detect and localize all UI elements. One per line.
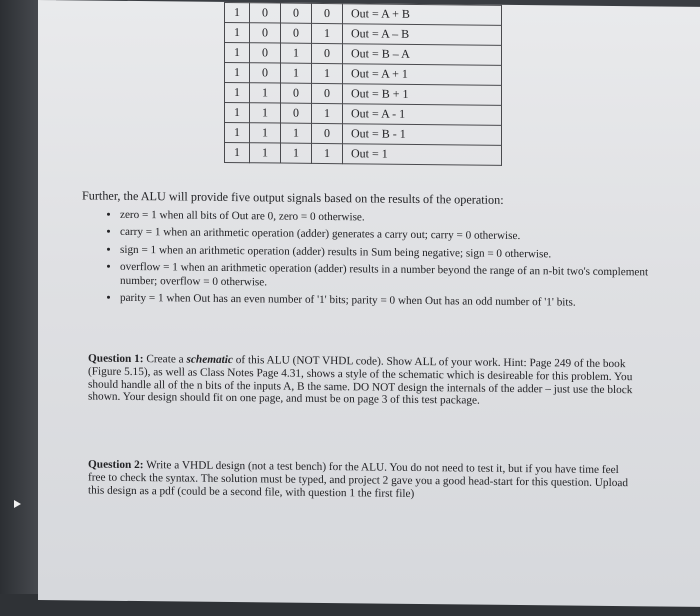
table-cell: 0 (312, 3, 343, 23)
document-page (38, 0, 700, 607)
table-cell: 0 (312, 43, 343, 63)
table-cell: 1 (312, 63, 343, 83)
table-cell: 1 (225, 22, 250, 42)
operation-cell: Out = B - 1 (343, 124, 502, 146)
table-cell: 0 (250, 43, 281, 63)
table-cell: 1 (312, 23, 343, 43)
table-row (225, 142, 502, 165)
list-item-carry: • carry = 1 when an arithmetic operation (adder) generates a carry out; carry = 0 otherwise. (120, 226, 675, 245)
question-2 (88, 459, 633, 503)
table-cell: 1 (225, 2, 250, 22)
table-cell: 1 (225, 42, 250, 62)
question-1-text: of this ALU (NOT VHDL code). Show ALL of your work. Hint: Page 249 of the book (Figure 5.15), as well as Class Notes Page 4.31, shows a style of the schematic which is desireable for this problem. You should handle all of the n bits of the inputs A, B the same. DO NOT design the internals of the adder – just use the block shown. Your design should fit on one page, and must be on page 3 of this test package. (88, 354, 633, 408)
question-2-label: Question 2: (88, 458, 144, 472)
operation-cell: Out = A – B (343, 24, 502, 46)
table-cell: 1 (281, 123, 312, 143)
question-1-text-pre: Create a (143, 353, 187, 366)
table-cell: 1 (225, 82, 250, 102)
table-cell: 0 (281, 103, 312, 123)
table-cell: 1 (225, 142, 250, 162)
table-cell: 0 (250, 63, 281, 83)
list-item-parity: • parity = 1 when Out has an even number of '1' bits; parity = 0 when Out has an odd number of '1' bits. (120, 292, 675, 311)
table-cell: 0 (281, 3, 312, 23)
table-cell: 1 (225, 122, 250, 142)
table-cell: 1 (281, 63, 312, 83)
question-1-emphasis: schematic (186, 353, 233, 367)
question-2-text: Write a VHDL design (not a test bench) for the ALU. You do not need to test it, but if you have time feel free to check the syntax. The solution must be typed, and project 2 gave you a good head-start for this question. Upload this design as a pdf (could be a second file, with question 1 the first file) (88, 459, 629, 500)
table-cell: 0 (312, 123, 343, 143)
operation-cell: Out = A - 1 (343, 104, 502, 126)
question-1-label: Question 1: (88, 352, 144, 366)
table-cell: 1 (281, 143, 312, 163)
table-cell: 0 (250, 23, 281, 43)
list-item-zero: • zero = 1 when all bits of Out are 0, zero = 0 otherwise. (120, 209, 675, 228)
table-cell: 1 (225, 62, 250, 82)
truth-table (224, 2, 502, 166)
table-cell: 0 (312, 83, 343, 103)
table-cell: 0 (250, 3, 281, 23)
table-cell: 1 (250, 123, 281, 143)
table-cell: 1 (250, 143, 281, 163)
operation-cell: Out = B + 1 (343, 84, 502, 106)
output-signal-list (100, 209, 675, 315)
operation-cell: Out = 1 (343, 144, 502, 166)
operation-cell: Out = B – A (343, 44, 502, 66)
operation-cell: Out = A + B (343, 4, 502, 26)
operation-cell: Out = A + 1 (343, 64, 502, 86)
list-item-overflow: • overflow = 1 when an arithmetic operation (adder) results in a number beyond the range of an n-bit two's complement number; overflow = 0 otherwise. (120, 261, 675, 294)
table-cell: 1 (281, 43, 312, 63)
table-cell: 0 (281, 23, 312, 43)
table-cell: 1 (250, 103, 281, 123)
table-cell: 1 (225, 102, 250, 122)
list-item-sign: • sign = 1 when an arithmetic operation (adder) results in Sum being negative; sign = 0 otherwise. (120, 244, 675, 263)
table-cell: 1 (250, 83, 281, 103)
table-cell: 0 (281, 83, 312, 103)
table-cell: 1 (312, 143, 343, 163)
cursor-arrow-icon (14, 500, 21, 508)
question-1 (88, 353, 633, 410)
intro-paragraph: Further, the ALU will provide five output signals based on the results of the operation: (82, 188, 504, 207)
table-cell: 1 (312, 103, 343, 123)
